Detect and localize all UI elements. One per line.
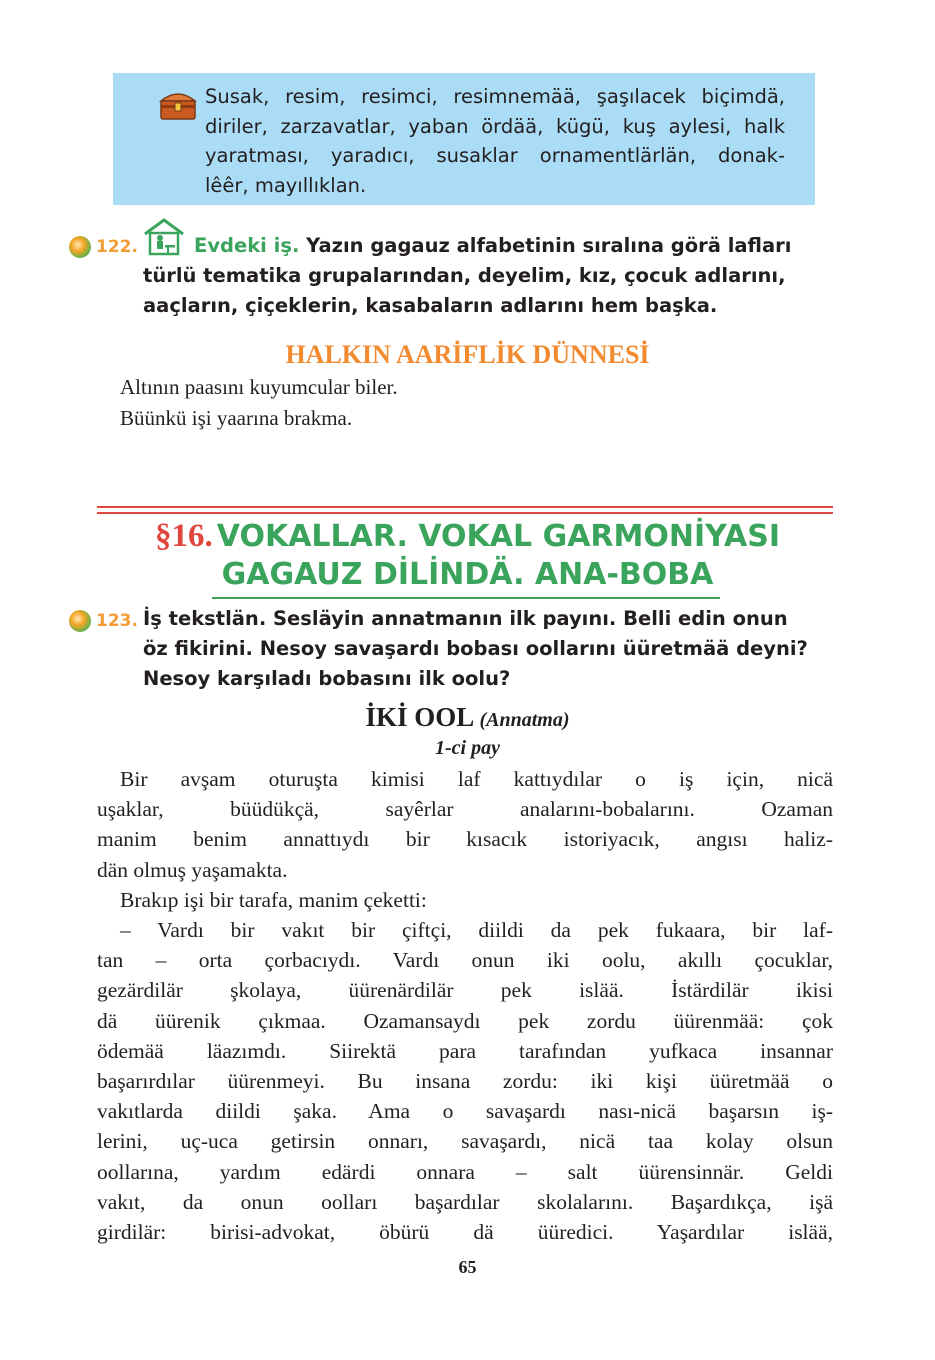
vocabulary-line: yaratması, yaradıcı, susaklar ornamentlärlän, donak- xyxy=(205,144,785,167)
vocabulary-text xyxy=(205,82,785,200)
proverb: Altının paasını kuyumcular biler. xyxy=(120,375,398,399)
story-title-text: İKİ OOL xyxy=(365,702,473,732)
story-genre: (Annatma) xyxy=(479,709,570,731)
title-underline xyxy=(212,597,720,599)
body-line: – Vardı bir vakıt bir çiftçi, diildi da pek fukaara, bir laf- xyxy=(120,918,833,943)
story-body xyxy=(97,764,833,1247)
body-line: Bir avşam oturuşta kimisi laf kattıydılar o iş için, nicä xyxy=(120,767,833,791)
wisdom-heading: HALKIN AARİFLİK DÜNNESİ xyxy=(285,340,650,369)
body-line: vakıtlarda diildi şaka. Ama o savaşardı nası-nicä başarsın iş- xyxy=(97,1099,833,1124)
vocabulary-line: lêêr, mayıllıklan. xyxy=(205,173,367,197)
body-line: lerini, uç-uca getirsin onnarı, savaşardı, nicä taa kolay olsun xyxy=(97,1129,833,1154)
exercise-line: Yazın gagauz alfabetinin sıralına görä lafları xyxy=(306,234,792,257)
exercise-bullet-icon xyxy=(69,610,91,632)
section-number: §16. xyxy=(155,518,213,554)
vocabulary-line: diriler, zarzavatlar, yaban ördää, kügü, kuş aylesi, halk xyxy=(205,114,785,138)
story-part: 1-ci pay xyxy=(435,737,500,759)
body-line: ödemää läazımdı. Siirektä para tarafından yufkaca insannar xyxy=(97,1038,833,1063)
body-line: girdilär: birisi-advokat, öbürü dä üüredici. Yaşardılar islää, xyxy=(97,1220,833,1245)
exercise-bullet-icon xyxy=(69,236,91,258)
story-title xyxy=(0,702,935,733)
body-line: manim benim annattıydı bir kısacık istoriyacık, angısı haliz- xyxy=(97,827,833,852)
vocabulary-box xyxy=(113,73,815,205)
section-title-line-2: GAGAUZ DİLİNDÄ. ANA-BOBA xyxy=(221,557,714,592)
body-line: tan – orta çorbacıydı. Vardı onun iki oolu, akıllı çocuklar, xyxy=(97,948,833,973)
vocabulary-line: Susak, resim, resimci, resimnemää, şaşılacek biçimdä, xyxy=(205,85,785,108)
divider xyxy=(97,512,833,514)
divider xyxy=(97,506,833,508)
section-title-line-1: VOKALLAR. VOKAL GARMONİYASI xyxy=(216,519,780,554)
body-line: dän olmuş yaşamakta. xyxy=(97,857,288,882)
exercise-line: Nesoy karşıladı bobasını ilk oolu? xyxy=(143,667,511,690)
body-line: oollarına, yardım edärdi onnara – salt üürensinnär. Geldi xyxy=(97,1159,833,1184)
body-line: gezärdilär şkolaya, üürenärdilär pek islää. İstärdilär ikisi xyxy=(97,978,833,1003)
body-line: uşaklar, büüdükçä, sayêrlar analarını-bobalarını. Ozaman xyxy=(97,797,833,822)
exercise-number: 123. xyxy=(96,611,138,631)
body-line: dä üürenik çıkmaa. Ozamansaydı pek zordu üürenmää: çok xyxy=(97,1008,833,1033)
body-line: Brakıp işi bir tarafa, manim çeketti: xyxy=(120,887,427,912)
exercise-122-text xyxy=(143,231,843,321)
exercise-123-text xyxy=(143,604,843,694)
exercise-line: İş tekstlän. Sesläyin annatmanın ilk payını. Belli edin onun xyxy=(143,607,788,630)
treasure-chest-icon xyxy=(157,87,199,123)
page-number: 65 xyxy=(458,1257,477,1277)
exercise-line: öz fikirini. Nesoy savaşardı bobası oollarını üüretmää deyni? xyxy=(143,637,808,660)
exercise-line: aaçların, çiçeklerin, kasabaların adlarını hem başka. xyxy=(143,294,718,317)
body-line: başarırdılar üürenmeyi. Bu insana zordu: iki kişi üüretmää o xyxy=(97,1069,833,1094)
proverb: Büünkü işi yaarına brakma. xyxy=(120,406,353,430)
proverbs xyxy=(120,372,398,434)
body-line: vakıt, da onun oolları başardılar skolalarını. Başardıkça, işä xyxy=(97,1189,833,1214)
exercise-line: türlü tematika grupalarından, deyelim, kız, çocuk adlarını, xyxy=(143,264,786,287)
exercise-number: 122. xyxy=(96,237,138,257)
exercise-label: Evdeki iş. xyxy=(194,234,300,257)
